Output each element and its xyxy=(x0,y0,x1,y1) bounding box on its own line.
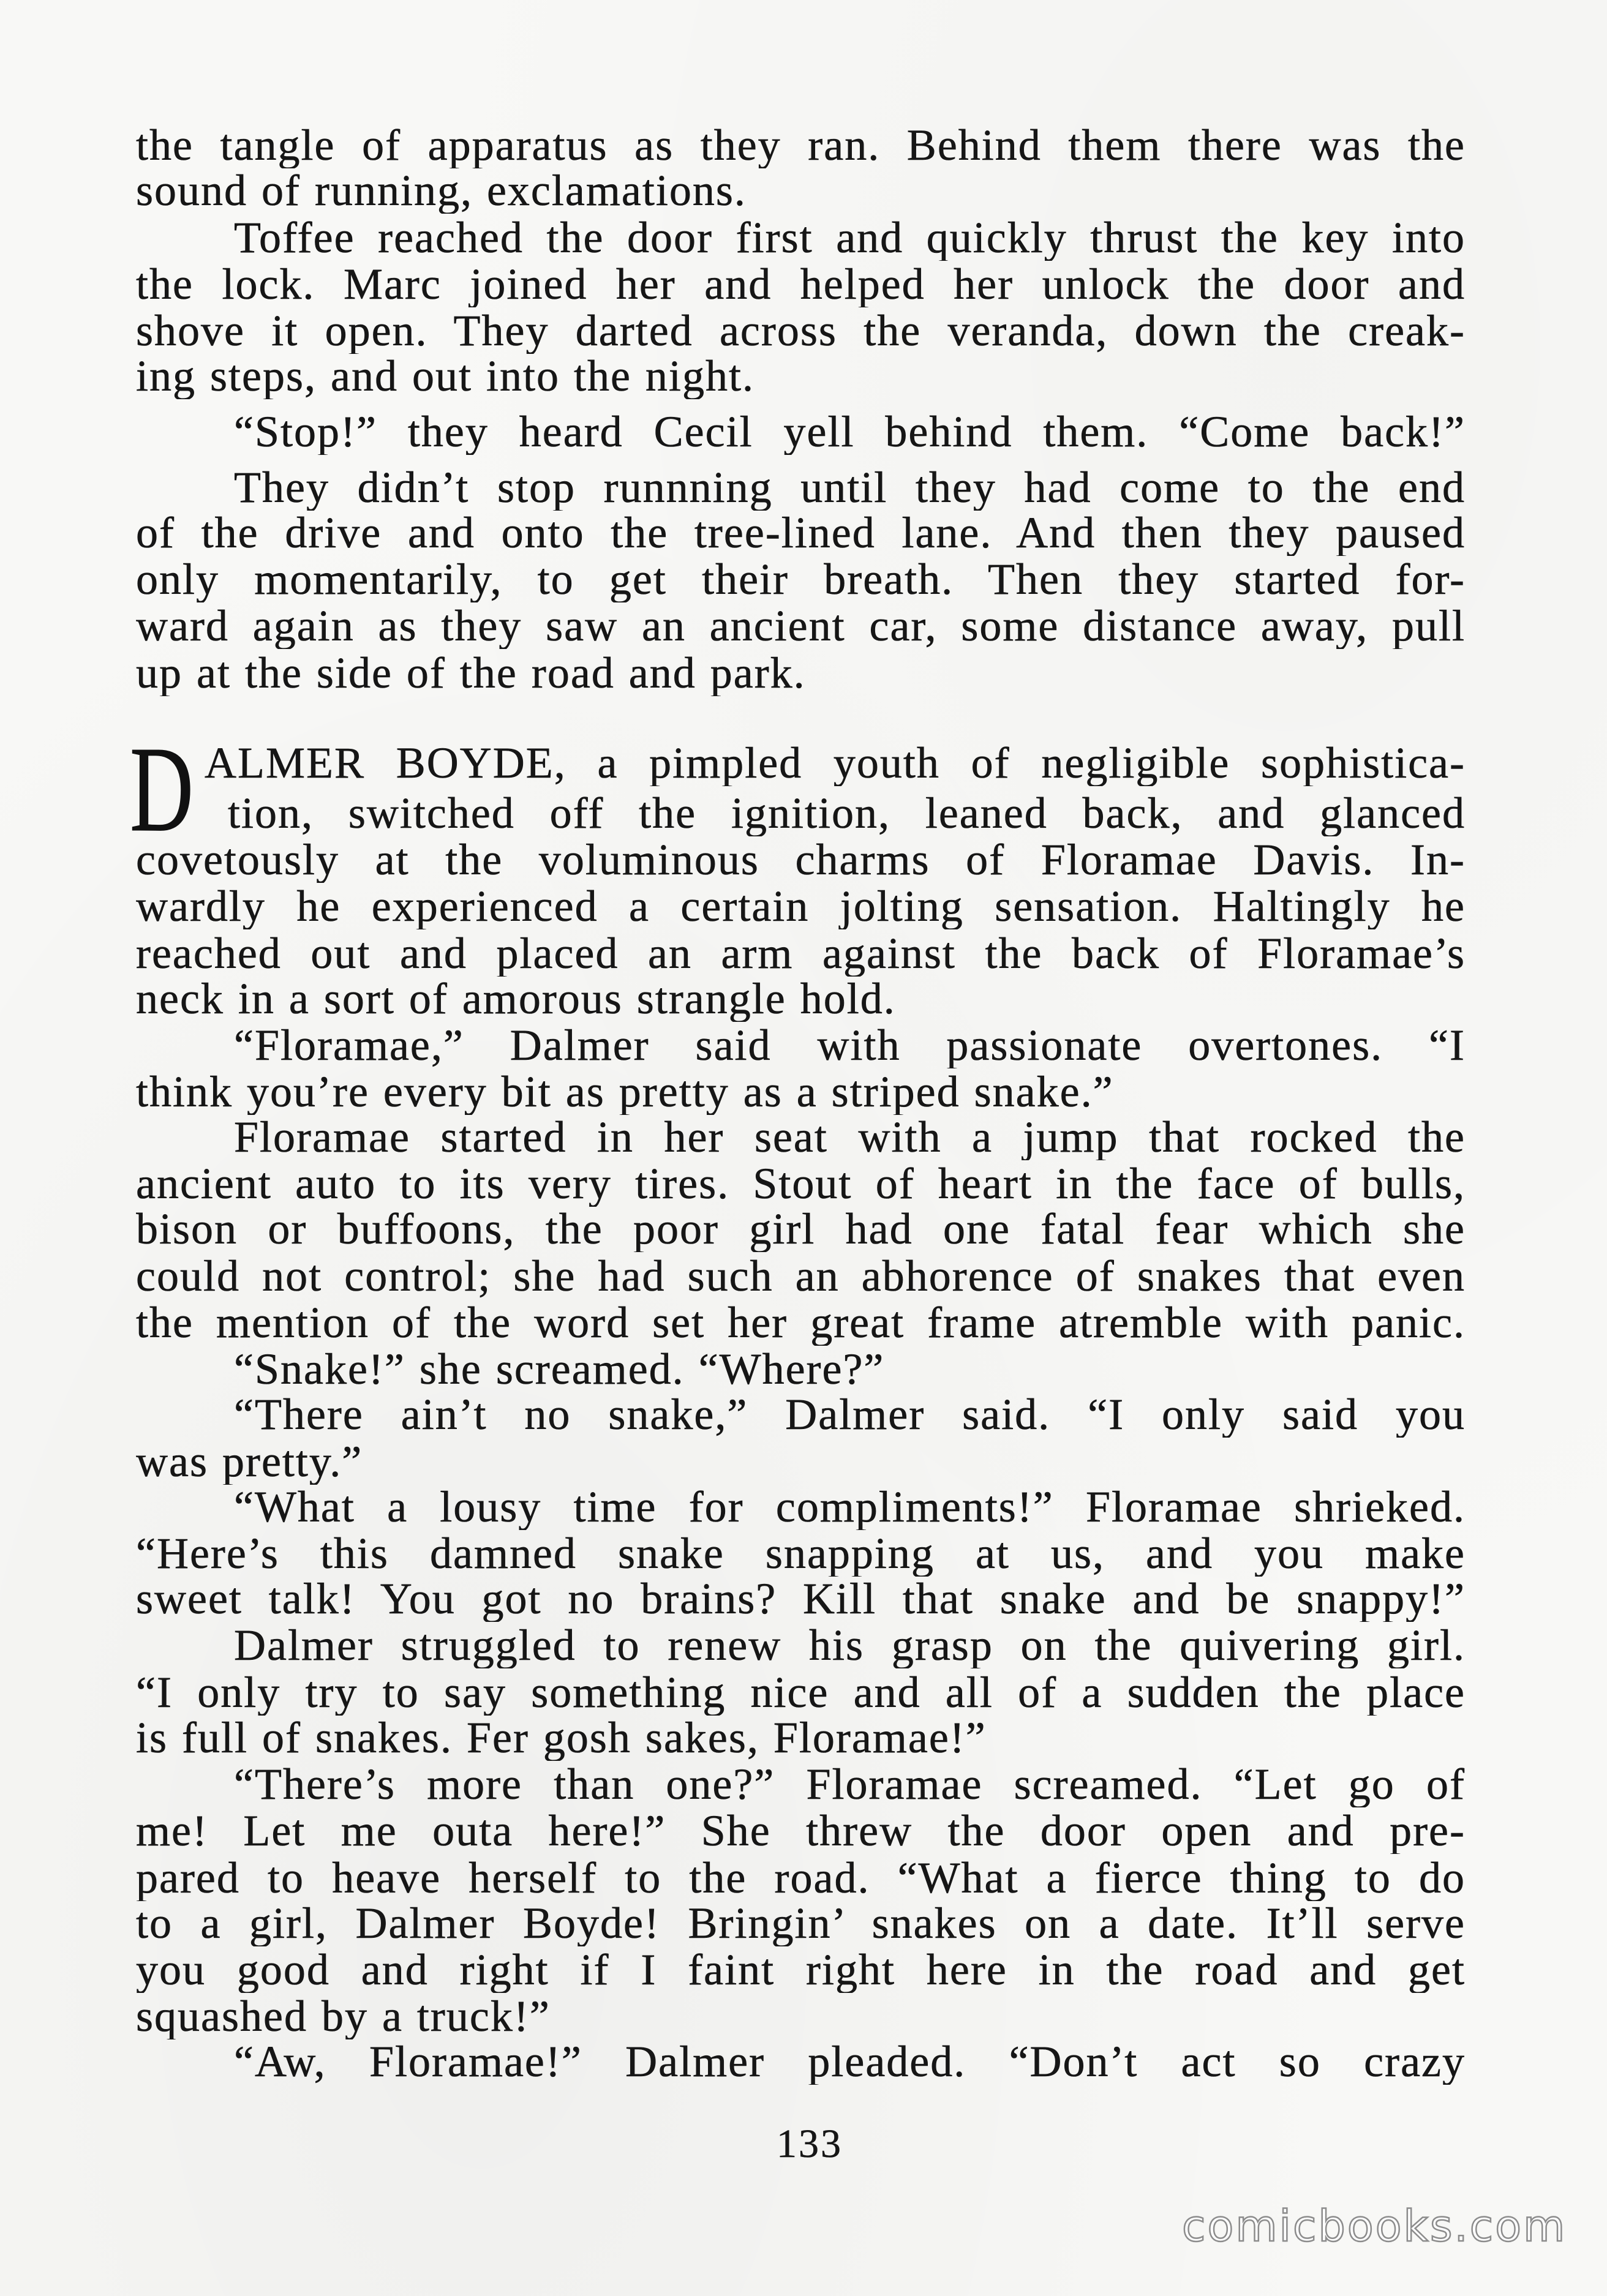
text-line: Dalmer struggled to renew his grasp on the quivering girl. xyxy=(234,1623,1466,1668)
text-line: neck in a sort of amorous strangle hold. xyxy=(136,976,896,1022)
text-line: “There’s more than one?” Floramae screamed. “Let go of xyxy=(234,1761,1466,1807)
text-line: wardly he experienced a certain jolting sensation. Haltingly he xyxy=(136,884,1466,929)
watermark: comicbooks.com xyxy=(1182,2201,1567,2251)
text-line: the tangle of apparatus as they ran. Behind them there was the xyxy=(136,122,1466,168)
text-line: is full of snakes. Fer gosh sakes, Floramae!” xyxy=(136,1715,987,1761)
text-line: “I only try to say something nice and all of a sudden the place xyxy=(136,1670,1466,1716)
text-line: the lock. Marc joined her and helped her unlock the door and xyxy=(136,261,1466,307)
text-line: sound of running, exclamations. xyxy=(136,168,747,214)
text-line: ward again as they saw an ancient car, some distance away, pull xyxy=(136,603,1466,649)
text-line: “Snake!” she screamed. “Where?” xyxy=(234,1346,885,1392)
text-line: “Aw, Floramae!” Dalmer pleaded. “Don’t act so crazy xyxy=(234,2039,1466,2085)
text-line: up at the side of the road and park. xyxy=(136,650,806,696)
text-line: “Stop!” they heard Cecil yell behind them. “Come back!” xyxy=(234,409,1466,455)
text-line: only momentarily, to get their breath. Then they started for- xyxy=(136,557,1466,602)
text-line: They didn’t stop runnning until they had come to the end xyxy=(234,465,1466,511)
text-line: Floramae started in her seat with a jump that rocked the xyxy=(234,1114,1466,1160)
text-line: to a girl, Dalmer Boyde! Bringin’ snakes on a date. It’ll serve xyxy=(136,1900,1466,1946)
text-line: “What a lousy time for compliments!” Floramae shrieked. xyxy=(234,1484,1466,1530)
text-line: could not control; she had such an abhorence of snakes that even xyxy=(136,1253,1466,1299)
text-line: Toffee reached the door first and quickly thrust the key into xyxy=(234,215,1466,261)
text-line: “There ain’t no snake,” Dalmer said. “I only said you xyxy=(234,1392,1466,1438)
text-line: was pretty.” xyxy=(136,1439,363,1485)
text-line: ALMER BOYDE, a pimpled youth of negligible sophistica- xyxy=(205,740,1466,786)
text-line: me! Let me outa here!” She threw the door open and pre- xyxy=(136,1808,1466,1854)
text-line: “Here’s this damned snake snapping at us, and you make xyxy=(136,1531,1466,1577)
text-line: shove it open. They darted across the veranda, down the creak- xyxy=(136,308,1466,354)
drop-cap: D xyxy=(130,722,194,857)
page-number: 133 xyxy=(777,2122,843,2166)
text-line: pared to heave herself to the road. “What a fierce thing to do xyxy=(136,1855,1466,1901)
text-line: reached out and placed an arm against the back of Floramae’s xyxy=(136,931,1466,977)
text-line: covetously at the voluminous charms of Floramae Davis. In- xyxy=(136,837,1466,883)
text-line: squashed by a truck!” xyxy=(136,1994,551,2039)
text-line: “Floramae,” Dalmer said with passionate overtones. “I xyxy=(234,1022,1466,1068)
text-line: tion, switched off the ignition, leaned back, and glanced xyxy=(228,790,1466,836)
text-line: ing steps, and out into the night. xyxy=(136,353,755,399)
text-line: the mention of the word set her great frame atremble with panic. xyxy=(136,1300,1466,1346)
text-line: of the drive and onto the tree-lined lane. And then they paused xyxy=(136,510,1466,556)
text-line: think you’re every bit as pretty as a striped snake.” xyxy=(136,1069,1114,1115)
text-line: sweet talk! You got no brains? Kill that snake and be snappy!” xyxy=(136,1576,1466,1622)
text-line: you good and right if I faint right here in the road and get xyxy=(136,1947,1466,1993)
text-line: ancient auto to its very tires. Stout of heart in the face of bulls, xyxy=(136,1161,1466,1207)
text-line: bison or buffoons, the poor girl had one fatal fear which she xyxy=(136,1206,1466,1252)
